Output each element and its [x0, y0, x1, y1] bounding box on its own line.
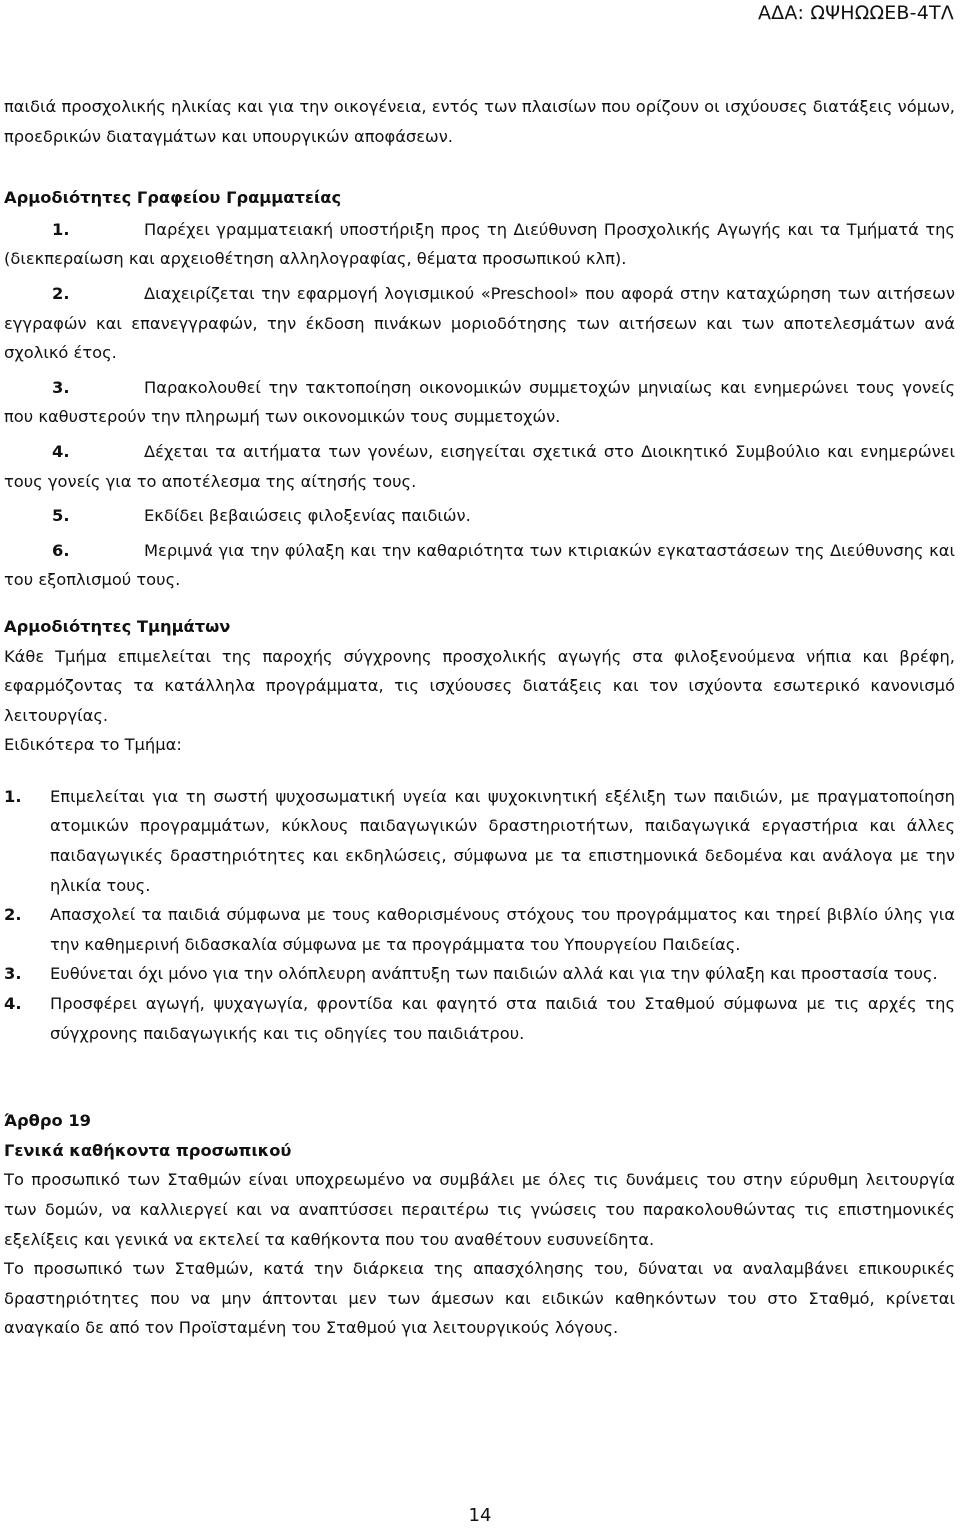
- item-text: Επιμελείται για τη σωστή ψυχοσωματική υγεία και ψυχοκινητική εξέλιξη των παιδιών, με πραγματοποίηση ατομικών προγραμμάτων, κύκλους παιδαγωγικών δραστηριοτήτων, παιδαγωγικά εργαστήρια και άλλες παιδαγωγικές δραστηριότητες και εκδηλώσεις, σύμφωνα με τα επιστημονικά δεδομένα και ανάλογα με την ηλικία τους.: [50, 786, 955, 895]
- item-text: Εκδίδει βεβαιώσεις φιλοξενίας παιδιών.: [144, 506, 471, 526]
- item-text: Μεριμνά για την φύλαξη και την καθαριότητα των κτιριακών εγκαταστάσεων της Διεύθυνσης και του εξοπλισμού τους.: [4, 540, 955, 590]
- article-number: Άρθρο 19: [4, 1111, 91, 1131]
- item-number: 1.: [4, 786, 22, 806]
- secretariat-heading: Αρμοδιότητες Γραφείου Γραμματείας: [4, 188, 342, 208]
- item-text: Παρέχει γραμματειακή υποστήριξη προς τη Διεύθυνση Προσχολικής Αγωγής και τα Τμήματά της (διεκπεραίωση και αρχειοθέτηση αλληλογραφίας, θέματα προσωπικού κλπ).: [4, 219, 955, 269]
- list-item: [4, 782, 955, 900]
- list-item: [4, 437, 955, 496]
- page-number: 14: [468, 1505, 492, 1526]
- item-number: 1.: [52, 219, 70, 239]
- list-item: [4, 501, 955, 531]
- article-paragraph: Το προσωπικό των Σταθμών είναι υποχρεωμένο να συμβάλει με όλες τις δυνάμεις του στην εύρυθμη λειτουργία των δομών, να καλλιεργεί και να αναπτύσσει περαιτέρω τις γνώσεις του παρακολουθώντας τις επιστημονικές εξελίξεις και γενικά να εκτελεί τα καθήκοντα που του αναθέτουν ευσυνείδητα.: [4, 1170, 955, 1249]
- list-item: [4, 989, 955, 1048]
- item-text: Διαχειρίζεται την εφαρμογή λογισμικού «Preschool» που αφορά στην καταχώρηση των αιτήσεων εγγραφών και επανεγγραφών, την έκδοση πινάκων μοριοδότησης των αιτήσεων και των αποτελεσμάτων ανά σχολικό έτος.: [4, 283, 955, 363]
- item-text: Απασχολεί τα παιδιά σύμφωνα με τους καθορισμένους στόχους του προγράμματος και τηρεί βιβλίο ύλης για την καθημερινή διδασκαλία σύμφωνα με τα προγράμματα του Υπουργείου Παιδείας.: [50, 905, 955, 954]
- item-number: 2.: [4, 905, 22, 925]
- article-paragraph: Το προσωπικό των Σταθμών, κατά την διάρκεια της απασχόλησης του, δύναται να αναλαμβάνει επικουρικές δραστηριότητες που να μην άπτονται μεν των άμεσων και ειδικών καθηκόντων του στο Σταθμό, κρίνεται αναγκαίο δε από τον Προϊσταμένη του Σταθμού για λειτουργικούς λόγους.: [4, 1259, 955, 1338]
- departments-list: [4, 782, 955, 1048]
- item-number: 3.: [52, 377, 70, 397]
- item-text: Δέχεται τα αιτήματα των γονέων, εισηγείται σχετικά στο Διοικητικό Συμβούλιο και ενημερώνει τους γονείς για το αποτέλεσμα της αίτησής τους.: [4, 441, 955, 491]
- departments-sub-intro: Ειδικότερα το Τμήμα:: [4, 735, 182, 755]
- spacer: [4, 1048, 955, 1106]
- secretariat-list: [4, 215, 955, 595]
- list-item: [4, 279, 955, 368]
- item-text: Παρακολουθεί την τακτοποίηση οικονομικών συμμετοχών μηνιαίως και ενημερώνει τους γονείς που καθυστερούν την πληρωμή των οικονομικών τους συμμετοχών.: [4, 377, 955, 427]
- ada-code: ΑΔΑ: ΩΨΗΩΩΕΒ-4ΤΛ: [757, 2, 954, 24]
- item-number: 4.: [4, 994, 22, 1014]
- document-body: [4, 92, 955, 1343]
- intro-paragraph: παιδιά προσχολικής ηλικίας και για την οικογένεια, εντός των πλαισίων που ορίζουν οι ισχύουσες διατάξεις νόμων, προεδρικών διαταγμάτων και υπουργικών αποφάσεων.: [4, 97, 955, 146]
- spacer: [4, 151, 955, 183]
- list-item: [4, 959, 955, 989]
- item-text: Προσφέρει αγωγή, ψυχαγωγία, φροντίδα και φαγητό στα παιδιά του Σταθμού σύμφωνα με τις αρχές της σύγχρονης παιδαγωγικής και τις οδηγίες του παιδιάτρου.: [50, 994, 955, 1043]
- item-text: Ευθύνεται όχι μόνο για την ολόπλευρη ανάπτυξη των παιδιών αλλά και για την φύλαξη και προστασία τους.: [50, 964, 938, 984]
- item-number: 4.: [52, 441, 70, 461]
- item-number: 5.: [52, 506, 70, 526]
- spacer: [4, 600, 955, 612]
- spacer: [4, 760, 955, 782]
- item-number: 6.: [52, 540, 70, 560]
- article-title: Γενικά καθήκοντα προσωπικού: [4, 1140, 292, 1160]
- departments-paragraph: Κάθε Τμήμα επιμελείται της παροχής σύγχρονης προσχολικής αγωγής στα φιλοξενούμενα νήπια και βρέφη, εφαρμόζοντας τα κατάλληλα προγράμματα, τις ισχύουσες διατάξεις και τον ισχύοντα εσωτερικό κανονισμό λειτουργίας.: [4, 646, 955, 725]
- list-item: [4, 536, 955, 595]
- departments-heading: Αρμοδιότητες Τμημάτων: [4, 616, 231, 636]
- item-number: 2.: [52, 283, 70, 303]
- list-item: [4, 215, 955, 274]
- list-item: [4, 373, 955, 432]
- item-number: 3.: [4, 964, 22, 984]
- list-item: [4, 900, 955, 959]
